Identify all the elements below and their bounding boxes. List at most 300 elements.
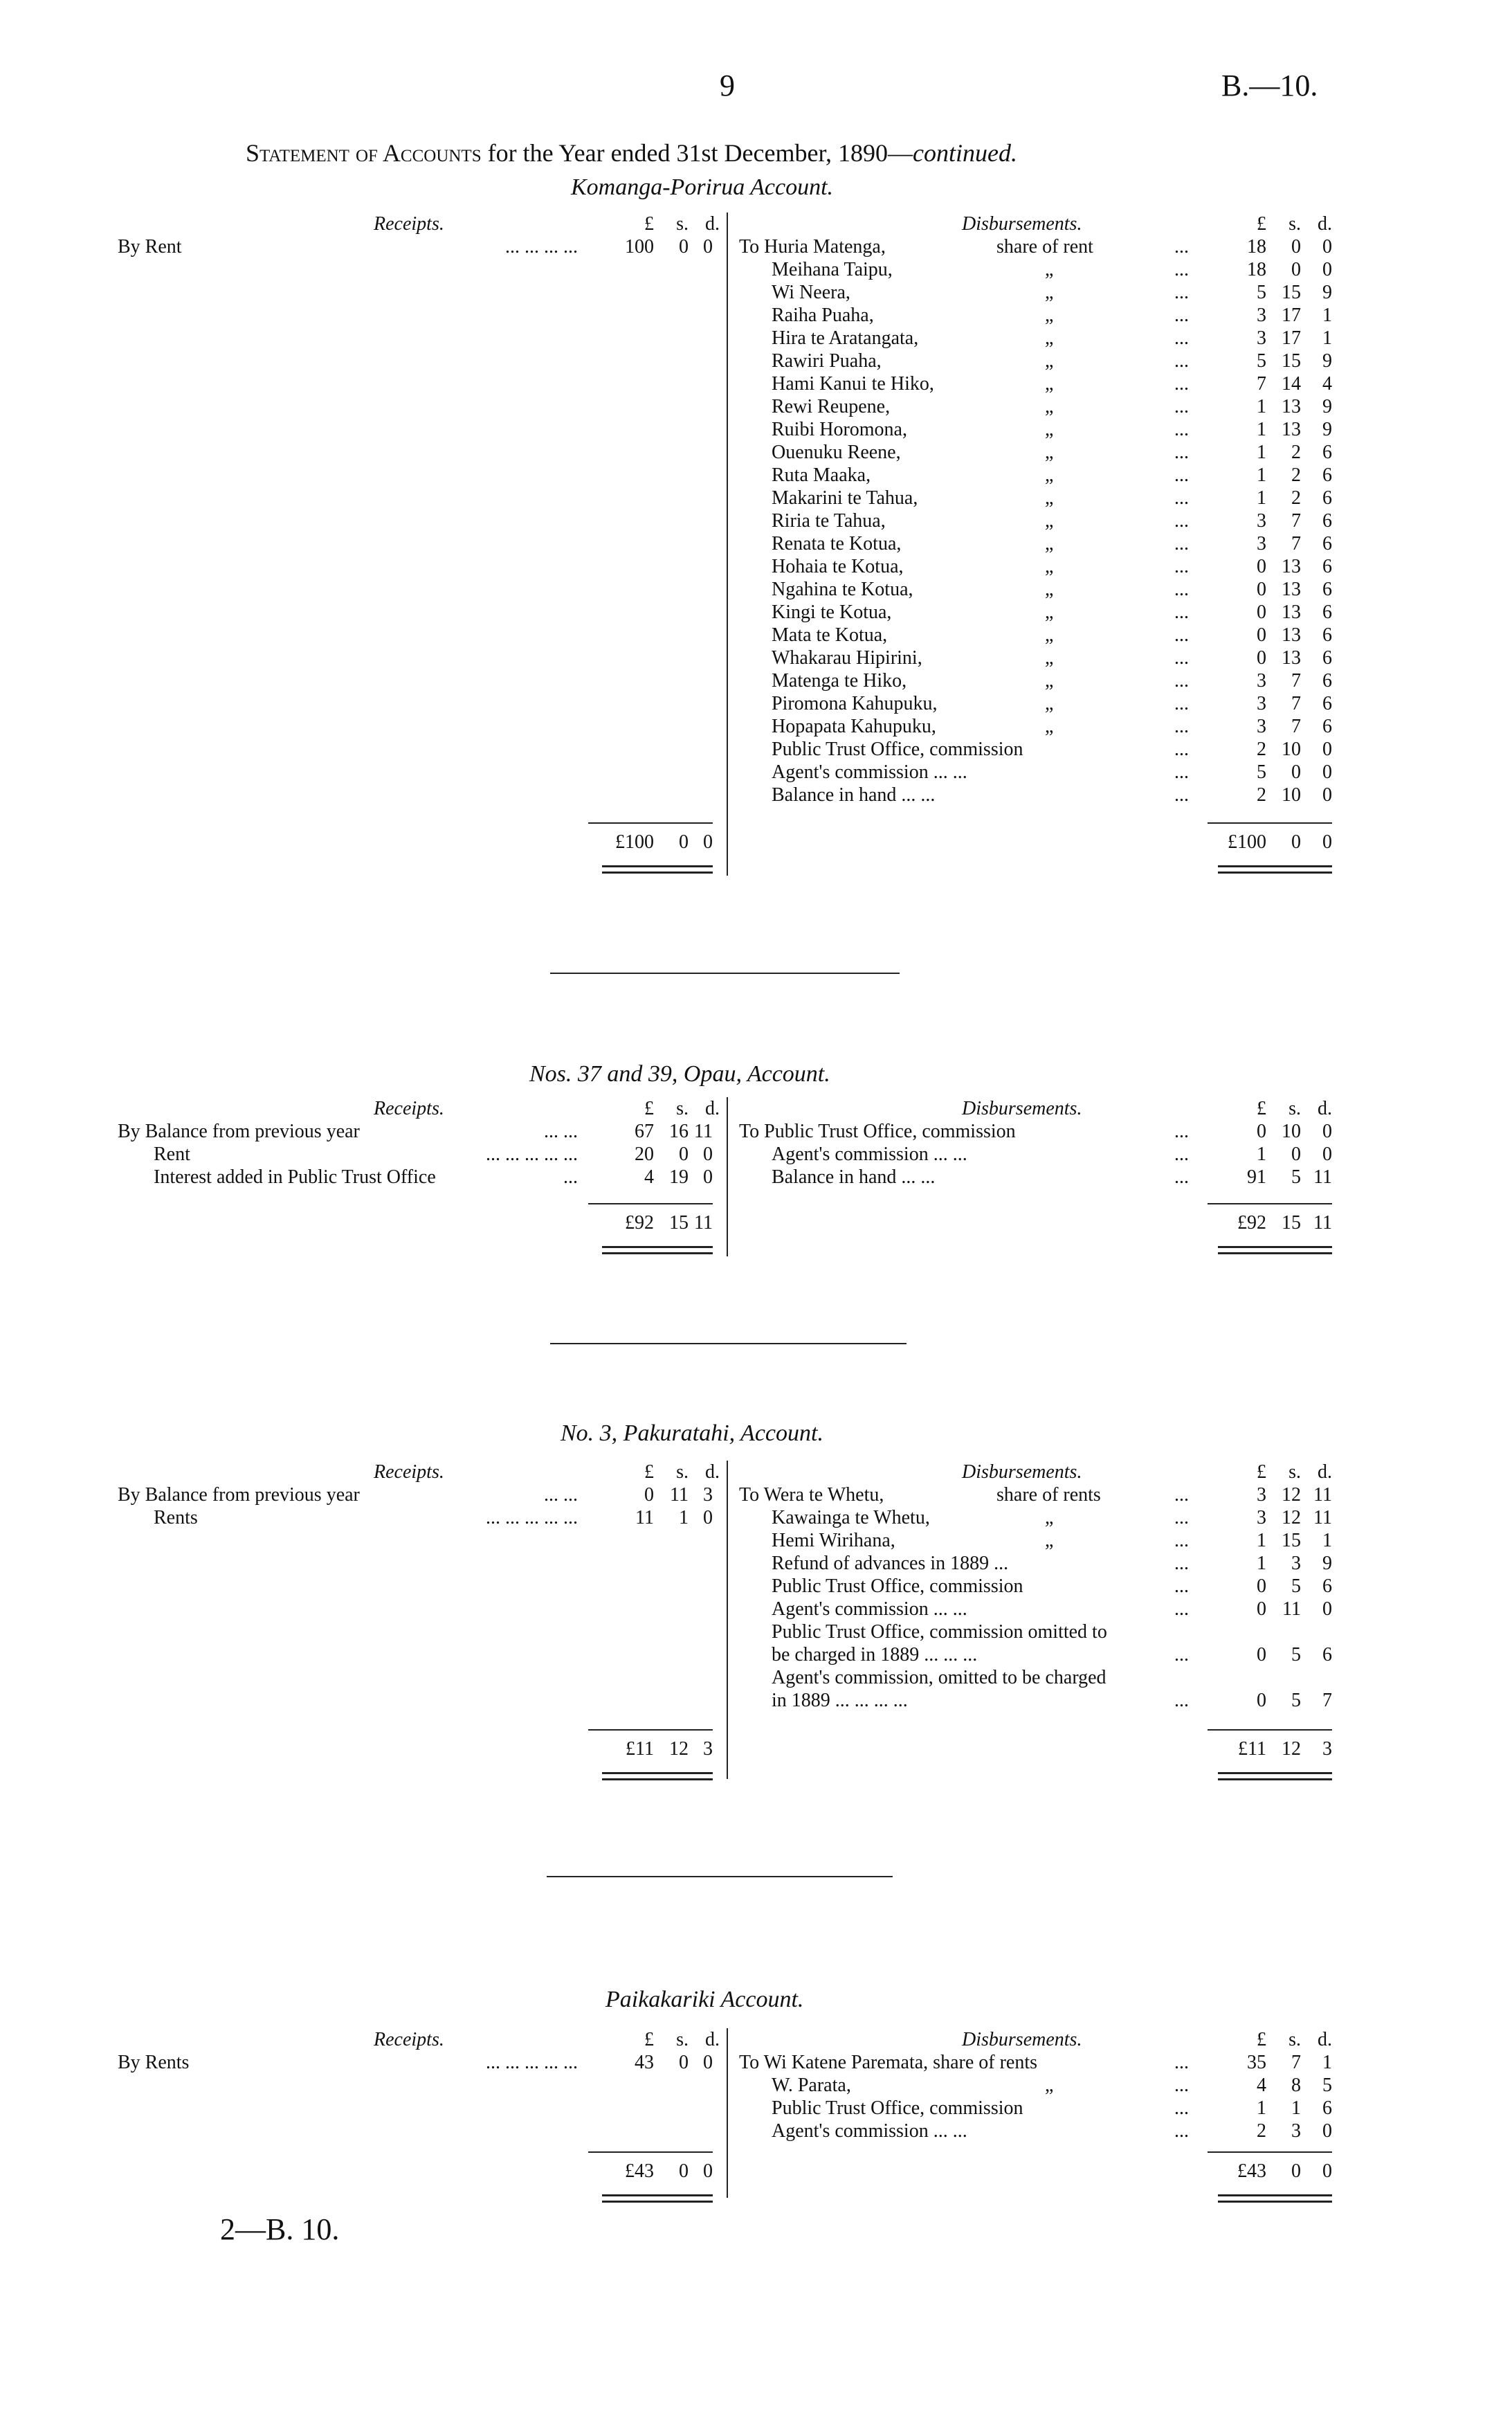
disbursement-name: Public Trust Office, commission [772, 739, 1023, 760]
disbursement-amount-d: 9 [1322, 396, 1332, 417]
disbursement-name: Rawiri Puaha, [772, 350, 882, 372]
disbursement-amount-s: 5 [1291, 1644, 1301, 1665]
receipts-total-d: 0 [703, 831, 713, 853]
receipt-amount-s: 19 [669, 1166, 689, 1188]
disbursement-name: Riria te Tahua, [772, 510, 886, 532]
disbursement-note: „ [1045, 2075, 1054, 2096]
disbursements-total-s: 15 [1282, 1212, 1301, 1234]
disbursements-total-l: £100 [1228, 831, 1266, 853]
disbursement-amount-s: 3 [1291, 1553, 1301, 1574]
statement-heading [246, 138, 1017, 168]
disbursement-note: „ [1045, 282, 1054, 303]
disbursement-leader-dots: ... [1174, 1575, 1189, 1597]
disb-shilling-label: s. [1288, 2029, 1301, 2050]
disbursement-amount-l: 3 [1257, 716, 1266, 737]
disbursement-leader-dots: ... [1174, 579, 1189, 600]
disb-pence-label: d. [1318, 1098, 1332, 1119]
disbursement-leader-dots: ... [1174, 739, 1189, 760]
disbursements-label: Disbursements. [962, 213, 1082, 235]
disbursements-total-l: £92 [1237, 1212, 1266, 1234]
disbursement-leader-dots: ... [1174, 647, 1189, 669]
receipt-amount-s: 16 [669, 1121, 689, 1142]
disbursement-name: Ruta Maaka, [772, 464, 871, 486]
disbursement-name: in 1889 ... ... ... ... [772, 1690, 908, 1711]
disbursement-amount-l: 3 [1257, 693, 1266, 714]
disbursement-name: Agent's commission ... ... [772, 2120, 967, 2142]
disbursement-amount-l [1208, 1666, 1266, 1689]
disbursement-amount-s [1270, 1666, 1301, 1689]
disbursement-note: „ [1045, 670, 1054, 692]
disbursement-amount-l: 1 [1257, 442, 1266, 463]
disbursement-amount-d: 11 [1313, 1507, 1332, 1528]
disb-pound-label: £ [1257, 213, 1266, 235]
disbursement-amount-d: 6 [1322, 556, 1332, 577]
disbursement-amount-l: 5 [1257, 761, 1266, 783]
disbursement-amount-l: 1 [1257, 487, 1266, 509]
disbursement-amount-l: 0 [1257, 1575, 1266, 1597]
receipts-subtotal-rule [588, 1203, 713, 1204]
disbursement-note: „ [1045, 464, 1054, 486]
disbursement-amount-l: 2 [1257, 739, 1266, 760]
disbursement-name: Public Trust Office, commission omitted to [772, 1621, 1107, 1643]
disbursement-leader-dots: ... [1174, 1484, 1189, 1506]
disbursement-amount-l: 3 [1257, 510, 1266, 532]
disbursement-name: Renata te Kotua, [772, 533, 902, 554]
disbursement-amount-d: 1 [1322, 327, 1332, 349]
disbursement-amount-d: 9 [1322, 419, 1332, 440]
disbursement-amount-s: 3 [1291, 2120, 1301, 2142]
receipts-pence-label: d. [705, 213, 720, 235]
disbursement-amount-s: 15 [1282, 350, 1301, 372]
disbursement-amount-s: 7 [1291, 693, 1301, 714]
receipts-label: Receipts. [374, 1098, 444, 1119]
disbursement-amount-l: 1 [1257, 396, 1266, 417]
disbursement-amount-d: 0 [1322, 784, 1332, 806]
disb-double-rule [1218, 1772, 1332, 1780]
disbursement-amount-l: 7 [1257, 373, 1266, 395]
disbursement-name: To Huria Matenga, [739, 236, 886, 258]
disbursement-amount-s: 7 [1291, 533, 1301, 554]
disbursement-leader-dots: ... [1174, 1644, 1189, 1665]
disb-pound-label: £ [1257, 2029, 1266, 2050]
disbursement-amount-l: 4 [1257, 2075, 1266, 2096]
receipt-leader-dots: ... ... [544, 1484, 578, 1506]
disbursement-amount-d: 6 [1322, 579, 1332, 600]
disbursement-amount-l: 3 [1257, 670, 1266, 692]
disb-subtotal-rule [1208, 822, 1332, 824]
disbursement-leader-dots: ... [1174, 533, 1189, 554]
disbursement-amount-d [1304, 1620, 1332, 1643]
disbursement-amount-l: 1 [1257, 2097, 1266, 2119]
disbursement-leader-dots: ... [1174, 442, 1189, 463]
disbursement-leader-dots: ... [1174, 236, 1189, 258]
disbursement-leader-dots: ... [1174, 2120, 1189, 2142]
disbursement-note: „ [1045, 305, 1054, 326]
disbursement-amount-d: 0 [1322, 1598, 1332, 1620]
receipt-label: Interest added in Public Trust Office [154, 1166, 436, 1188]
disbursement-name: Kingi te Kotua, [772, 602, 892, 623]
disb-double-rule [1218, 2194, 1332, 2203]
disbursement-amount-s: 13 [1282, 396, 1301, 417]
disbursement-amount-d: 0 [1322, 761, 1332, 783]
disbursement-amount-d: 6 [1322, 602, 1332, 623]
receipts-total-d: 3 [703, 1738, 713, 1760]
disb-pence-label: d. [1318, 213, 1332, 235]
disb-subtotal-rule [1208, 1203, 1332, 1204]
disbursements-label: Disbursements. [962, 2029, 1082, 2050]
disbursement-amount-l: 0 [1257, 1690, 1266, 1711]
receipts-shilling-label: s. [676, 213, 689, 235]
receipt-amount-s: 11 [670, 1484, 689, 1506]
receipt-label: Rents [154, 1507, 198, 1528]
page-reference: B.—10. [1221, 69, 1318, 102]
disbursement-amount-s: 2 [1291, 442, 1301, 463]
disbursements-total-d: 0 [1322, 2160, 1332, 2182]
disbursement-note: „ [1045, 350, 1054, 372]
disbursement-note: „ [1045, 602, 1054, 623]
disbursement-amount-s: 1 [1291, 2097, 1301, 2119]
statement-heading-rest: for the Year ended 31st December, 1890— [481, 139, 913, 167]
disbursement-amount-d: 1 [1322, 2052, 1332, 2073]
disbursement-note: „ [1045, 373, 1054, 395]
receipts-subtotal-rule [588, 2151, 713, 2153]
receipt-amount-l: 11 [635, 1507, 654, 1528]
receipts-total-d: 0 [703, 2160, 713, 2182]
disbursement-amount-l: 0 [1257, 602, 1266, 623]
disbursement-amount-l: 1 [1257, 419, 1266, 440]
disbursement-amount-l: 5 [1257, 282, 1266, 303]
column-divider [727, 2028, 728, 2198]
disbursement-amount-s: 13 [1282, 579, 1301, 600]
disbursement-name: Balance in hand ... ... [772, 784, 936, 806]
receipt-leader-dots: ... [563, 1166, 578, 1188]
disbursement-amount-d [1304, 1666, 1332, 1689]
disbursement-amount-d: 5 [1322, 2075, 1332, 2096]
disb-pound-label: £ [1257, 1461, 1266, 1483]
disbursement-note: „ [1045, 1530, 1054, 1551]
disbursement-leader-dots: ... [1174, 784, 1189, 806]
receipts-shilling-label: s. [676, 2029, 689, 2050]
receipt-leader-dots: ... ... ... ... ... [486, 1144, 578, 1165]
disbursement-note: „ [1045, 533, 1054, 554]
receipts-total-s: 0 [679, 2160, 689, 2182]
disbursement-name: Agent's commission ... ... [772, 1144, 967, 1165]
receipt-amount-l: 4 [644, 1166, 654, 1188]
disbursement-amount-s: 0 [1291, 259, 1301, 280]
disbursements-total-l: £11 [1238, 1738, 1266, 1760]
disbursement-amount-d: 0 [1322, 2120, 1332, 2142]
receipt-amount-d: 11 [694, 1121, 713, 1142]
disbursement-name: Hira te Aratangata, [772, 327, 919, 349]
disbursements-total-s: 12 [1282, 1738, 1301, 1760]
statement-heading-lead: Statement of Accounts [246, 139, 482, 167]
disbursement-amount-d: 9 [1322, 282, 1332, 303]
receipts-double-rule [602, 2194, 713, 2203]
disbursement-leader-dots: ... [1174, 602, 1189, 623]
receipt-amount-s: 0 [679, 2052, 689, 2073]
disbursement-leader-dots: ... [1174, 350, 1189, 372]
disbursement-amount-s: 11 [1282, 1598, 1301, 1620]
disbursement-name: Balance in hand ... ... [772, 1166, 936, 1188]
disbursement-name: Public Trust Office, commission [772, 2097, 1023, 2119]
disbursement-amount-l: 1 [1257, 1144, 1266, 1165]
disbursement-name: Ruibi Horomona, [772, 419, 907, 440]
disbursement-amount-s: 15 [1282, 282, 1301, 303]
disbursement-name: Rewi Reupene, [772, 396, 891, 417]
disbursement-amount-d: 6 [1322, 487, 1332, 509]
disbursement-amount-l: 0 [1257, 1598, 1266, 1620]
receipts-pound-label: £ [644, 1461, 654, 1483]
disbursement-amount-d: 1 [1322, 1530, 1332, 1551]
receipt-label: By Rents [118, 2052, 190, 2073]
disbursement-amount-s: 7 [1291, 716, 1301, 737]
disbursement-amount-l: 0 [1257, 647, 1266, 669]
column-divider [727, 213, 728, 876]
receipt-amount-d: 0 [703, 2052, 713, 2073]
disbursement-name: Agent's commission, omitted to be charged [772, 1667, 1106, 1688]
disbursement-amount-l: 35 [1247, 2052, 1266, 2073]
disbursement-amount-l: 1 [1257, 464, 1266, 486]
disbursement-name: be charged in 1889 ... ... ... [772, 1644, 978, 1665]
receipt-amount-l: 100 [625, 236, 654, 258]
disbursement-leader-dots: ... [1174, 2075, 1189, 2096]
disbursement-name: Refund of advances in 1889 ... [772, 1553, 1009, 1574]
disbursement-amount-d: 9 [1322, 350, 1332, 372]
disbursement-amount-s: 14 [1282, 373, 1301, 395]
disbursement-amount-s [1270, 1620, 1301, 1643]
disbursement-amount-d: 0 [1322, 1144, 1332, 1165]
account-title: Komanga-Porirua Account. [571, 174, 834, 200]
disbursement-name: To Wera te Whetu, [739, 1484, 884, 1506]
account-title: Nos. 37 and 39, Opau, Account. [529, 1061, 830, 1087]
section-separator [547, 1876, 893, 1877]
disbursement-leader-dots: ... [1174, 1144, 1189, 1165]
receipt-amount-s: 0 [679, 1144, 689, 1165]
receipt-amount-d: 0 [703, 236, 713, 258]
disbursement-amount-l [1208, 1620, 1266, 1643]
receipts-label: Receipts. [374, 1461, 444, 1483]
disbursement-amount-s: 13 [1282, 556, 1301, 577]
disbursement-amount-d: 11 [1313, 1484, 1332, 1506]
receipt-amount-l: 20 [635, 1144, 654, 1165]
disbursement-name: Kawainga te Whetu, [772, 1507, 930, 1528]
disbursement-amount-s: 2 [1291, 487, 1301, 509]
disbursement-amount-s: 17 [1282, 327, 1301, 349]
receipt-leader-dots: ... ... ... ... ... [486, 1507, 578, 1528]
disbursement-note: „ [1045, 579, 1054, 600]
receipt-amount-s: 0 [679, 236, 689, 258]
disbursement-amount-d: 6 [1322, 670, 1332, 692]
disbursement-amount-s: 13 [1282, 624, 1301, 646]
disbursement-note: „ [1045, 327, 1054, 349]
disbursement-leader-dots: ... [1174, 1553, 1189, 1574]
disbursement-amount-s: 12 [1282, 1507, 1301, 1528]
disb-subtotal-rule [1208, 1729, 1332, 1731]
disbursement-leader-dots: ... [1174, 2097, 1189, 2119]
disbursement-leader-dots: ... [1174, 716, 1189, 737]
receipt-leader-dots: ... ... ... ... [505, 236, 578, 258]
receipts-pence-label: d. [705, 2029, 720, 2050]
disbursement-note: „ [1045, 1507, 1054, 1528]
disbursement-amount-l: 0 [1257, 624, 1266, 646]
disb-pence-label: d. [1318, 2029, 1332, 2050]
disbursement-name: Piromona Kahupuku, [772, 693, 938, 714]
receipts-double-rule [602, 1246, 713, 1254]
disbursements-total-d: 3 [1322, 1738, 1332, 1760]
disbursement-amount-d: 1 [1322, 305, 1332, 326]
disbursement-amount-s: 5 [1291, 1690, 1301, 1711]
disbursement-amount-s: 7 [1291, 670, 1301, 692]
disbursement-name: Agent's commission ... ... [772, 1598, 967, 1620]
disbursement-leader-dots: ... [1174, 761, 1189, 783]
receipt-amount-l: 43 [635, 2052, 654, 2073]
receipt-amount-s: 1 [679, 1507, 689, 1528]
disbursement-amount-d: 6 [1322, 624, 1332, 646]
disbursement-amount-l: 0 [1257, 1644, 1266, 1665]
disbursement-leader-dots: ... [1174, 510, 1189, 532]
disbursements-total-s: 0 [1291, 831, 1301, 853]
disb-pence-label: d. [1318, 1461, 1332, 1483]
receipt-label: By Rent [118, 236, 182, 258]
disbursement-amount-d: 0 [1322, 1121, 1332, 1142]
disb-shilling-label: s. [1288, 1098, 1301, 1119]
disbursement-name: Matenga te Hiko, [772, 670, 907, 692]
disbursement-amount-d: 6 [1322, 442, 1332, 463]
disbursement-leader-dots: ... [1174, 2052, 1189, 2073]
disbursement-amount-d: 0 [1322, 236, 1332, 258]
disbursement-leader-dots: ... [1174, 693, 1189, 714]
disbursement-leader-dots: ... [1174, 282, 1189, 303]
receipts-shilling-label: s. [676, 1461, 689, 1483]
receipt-amount-d: 3 [703, 1484, 713, 1506]
disbursement-amount-s: 0 [1291, 236, 1301, 258]
disbursement-amount-s: 13 [1282, 647, 1301, 669]
disbursement-leader-dots: ... [1174, 1598, 1189, 1620]
disbursement-amount-s: 12 [1282, 1484, 1301, 1506]
disbursement-amount-s: 0 [1291, 761, 1301, 783]
disbursement-leader-dots: ... [1174, 1166, 1189, 1188]
disbursements-total-l: £43 [1237, 2160, 1266, 2182]
disbursement-amount-l: 3 [1257, 305, 1266, 326]
disbursement-amount-d: 6 [1322, 1644, 1332, 1665]
disbursement-amount-s: 15 [1282, 1530, 1301, 1551]
disbursement-leader-dots: ... [1174, 259, 1189, 280]
disbursement-note: „ [1045, 556, 1054, 577]
disbursement-amount-l: 3 [1257, 1507, 1266, 1528]
disbursement-amount-d: 6 [1322, 464, 1332, 486]
disbursement-leader-dots: ... [1174, 373, 1189, 395]
column-divider [727, 1097, 728, 1256]
receipt-amount-d: 0 [703, 1144, 713, 1165]
disbursement-amount-d: 0 [1322, 739, 1332, 760]
section-separator [550, 1343, 907, 1344]
receipts-total-s: 0 [679, 831, 689, 853]
disbursement-amount-d: 6 [1322, 510, 1332, 532]
disb-shilling-label: s. [1288, 1461, 1301, 1483]
disbursement-amount-d: 0 [1322, 259, 1332, 280]
disbursement-name: Hemi Wirihana, [772, 1530, 895, 1551]
disbursement-note: „ [1045, 396, 1054, 417]
receipts-label: Receipts. [374, 2029, 444, 2050]
disbursement-amount-l: 18 [1247, 259, 1266, 280]
disbursement-leader-dots: ... [1174, 305, 1189, 326]
disb-double-rule [1218, 865, 1332, 874]
receipts-total-l: £100 [615, 831, 654, 853]
disbursement-note: „ [1045, 716, 1054, 737]
disbursement-amount-d: 6 [1322, 693, 1332, 714]
disbursement-amount-s: 8 [1291, 2075, 1301, 2096]
disbursement-amount-s: 13 [1282, 419, 1301, 440]
disbursement-note: „ [1045, 647, 1054, 669]
disbursement-leader-dots: ... [1174, 670, 1189, 692]
disbursement-note: „ [1045, 442, 1054, 463]
receipt-label: Rent [154, 1144, 190, 1165]
disbursement-note: share of rents [996, 1484, 1101, 1506]
disbursement-name: Mata te Kotua, [772, 624, 888, 646]
receipts-subtotal-rule [588, 822, 713, 824]
page-number: 9 [720, 69, 735, 102]
disbursement-name: Ouenuku Reene, [772, 442, 901, 463]
disbursement-amount-l: 1 [1257, 1530, 1266, 1551]
disbursement-amount-l: 0 [1257, 579, 1266, 600]
disbursement-name: Meihana Taipu, [772, 259, 893, 280]
disbursements-label: Disbursements. [962, 1098, 1082, 1119]
disbursement-amount-l: 2 [1257, 2120, 1266, 2142]
receipts-label: Receipts. [374, 213, 444, 235]
disbursement-amount-l: 5 [1257, 350, 1266, 372]
disbursement-amount-l: 1 [1257, 1553, 1266, 1574]
disbursements-total-d: 11 [1313, 1212, 1332, 1234]
disbursement-amount-s: 13 [1282, 602, 1301, 623]
disbursement-amount-d: 11 [1313, 1166, 1332, 1188]
column-divider [727, 1461, 728, 1779]
disbursement-note: „ [1045, 259, 1054, 280]
disbursement-name: To Wi Katene Paremata, share of rents [739, 2052, 1038, 2073]
disbursement-name: Ngahina te Kotua, [772, 579, 913, 600]
disbursement-amount-l: 18 [1247, 236, 1266, 258]
disbursement-amount-d: 7 [1322, 1690, 1332, 1711]
disbursement-leader-dots: ... [1174, 1690, 1189, 1711]
disbursement-amount-s: 10 [1282, 739, 1301, 760]
disbursement-amount-d: 9 [1322, 1553, 1332, 1574]
page-footer: 2—B. 10. [220, 2212, 340, 2246]
disbursement-amount-s: 5 [1291, 1575, 1301, 1597]
disbursement-amount-s: 17 [1282, 305, 1301, 326]
disbursement-note: „ [1045, 419, 1054, 440]
disbursement-amount-s: 10 [1282, 784, 1301, 806]
receipts-total-l: £43 [625, 2160, 654, 2182]
statement-heading-continued: continued. [913, 139, 1017, 167]
disbursement-note: „ [1045, 624, 1054, 646]
disb-subtotal-rule [1208, 2151, 1332, 2153]
receipt-label: By Balance from previous year [118, 1121, 360, 1142]
disbursement-amount-d: 6 [1322, 716, 1332, 737]
disbursement-note: share of rent [996, 236, 1093, 258]
disbursement-leader-dots: ... [1174, 1121, 1189, 1142]
disbursement-name: Raiha Puaha, [772, 305, 874, 326]
disbursement-name: Agent's commission ... ... [772, 761, 967, 783]
disbursement-leader-dots: ... [1174, 464, 1189, 486]
disbursements-total-d: 0 [1322, 831, 1332, 853]
disbursement-note: „ [1045, 693, 1054, 714]
receipt-amount-d: 0 [703, 1166, 713, 1188]
disbursement-amount-l: 3 [1257, 533, 1266, 554]
account-title: Paikakariki Account. [605, 1987, 804, 2012]
disbursement-amount-l: 0 [1257, 556, 1266, 577]
disbursement-note: „ [1045, 510, 1054, 532]
disbursement-leader-dots: ... [1174, 556, 1189, 577]
receipts-total-l: £11 [626, 1738, 654, 1760]
